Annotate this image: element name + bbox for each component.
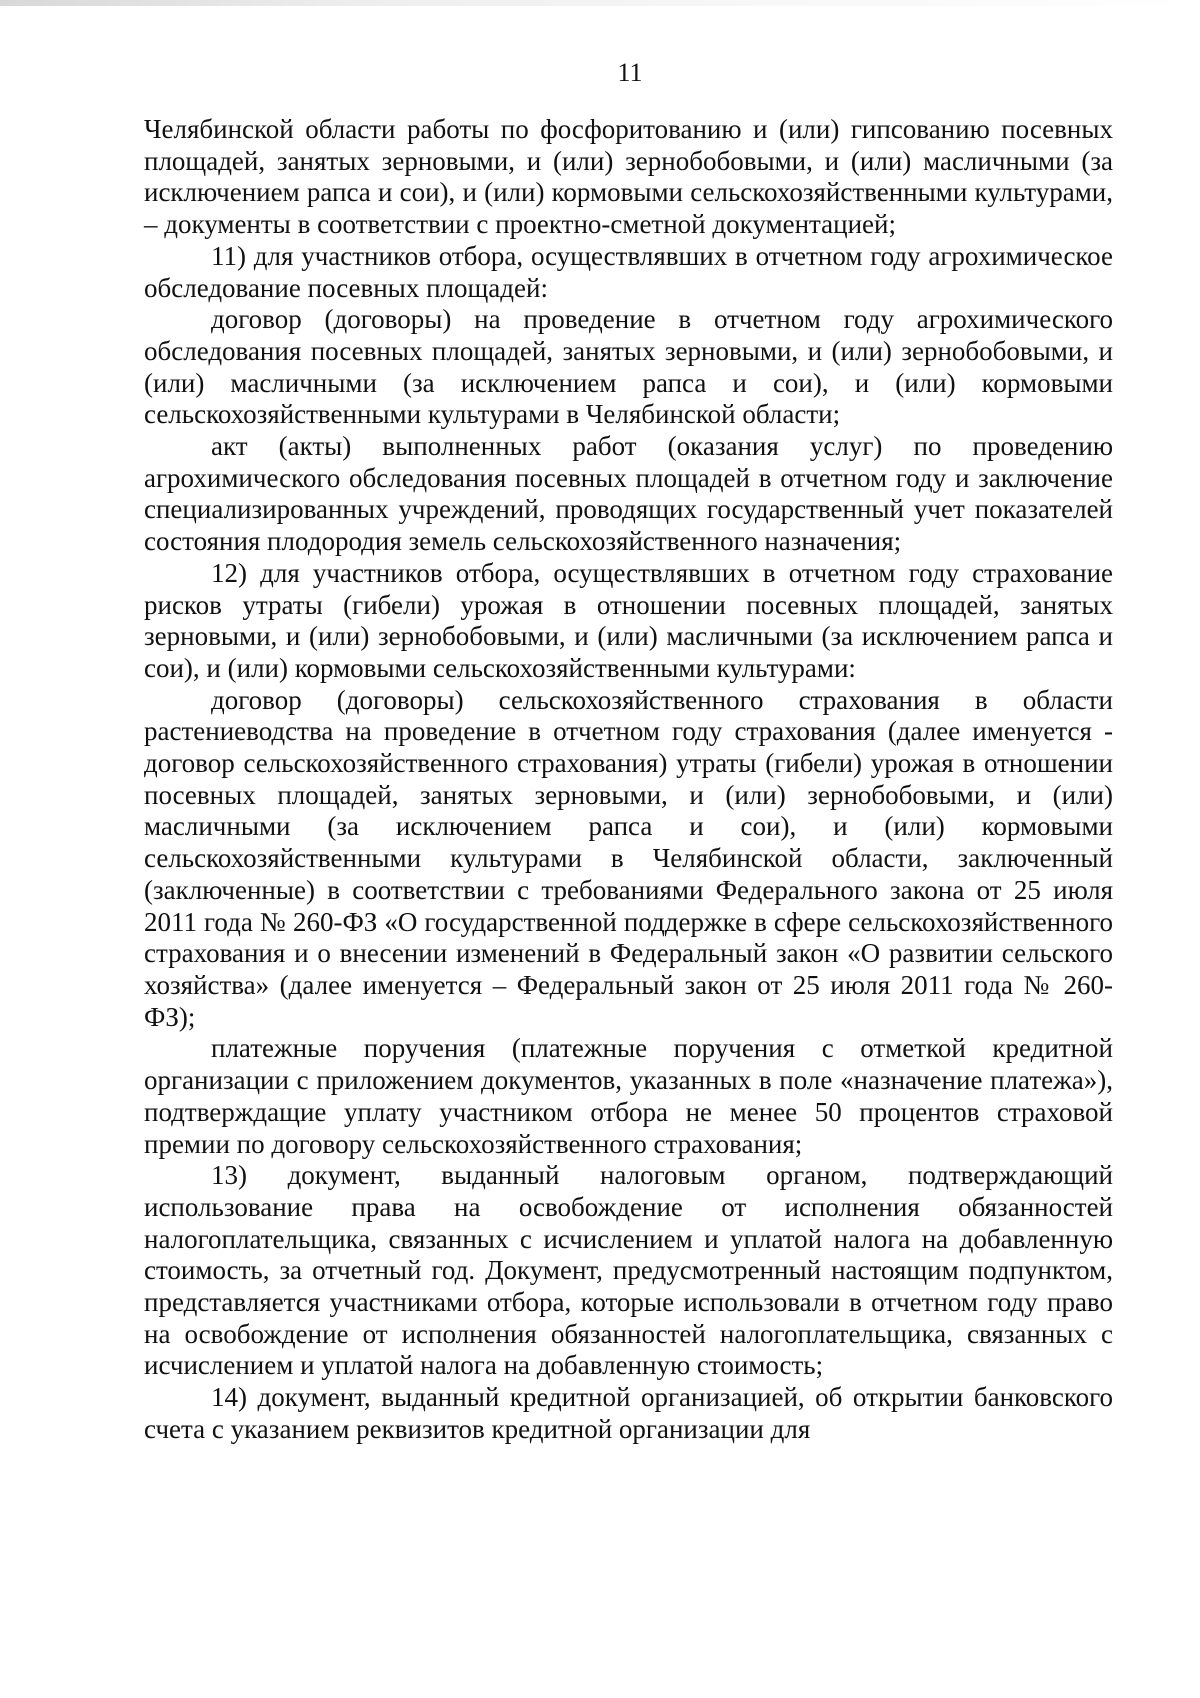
paragraph-continuation: Челябинской области работы по фосфоритованию и (или) гипсованию посевных площадей, занятых зерновыми, и (или) зернобобовыми, и (или) масличными (за исключением рапса и сои), и (или) кормовыми сельскохозяйственными культурами, – документы в соответствии с проектно-сметной документацией; — [144, 114, 1113, 240]
paragraph-item-12-contract: договор (договоры) сельскохозяйственного страхования в области растениеводства на проведение в отчетном году страхования (далее именуется - договор сельскохозяйственного страхования) утраты (гибели) урожая в отношении посевных площадей, занятых зерновыми, и (или) зернобобовыми, и (или) масличными (за исключением рапса и сои), и (или) кормовыми сельскохозяйственными культурами в Челябинской области, заключенный (заключенные) в соответствии с требованиями Федерального закона от 25 июля 2011 года № 260-ФЗ «О государственной поддержке в сфере сельскохозяйственного страхования и о внесении изменений в Федеральный закон «О развитии сельского хозяйства» (далее именуется – Федеральный закон от 25 июля 2011 года № 260-ФЗ); — [144, 684, 1113, 1032]
document-body — [144, 114, 1113, 1446]
paragraph-item-11-contract: договор (договоры) на проведение в отчетном году агрохимического обследования посевных площадей, занятых зерновыми, и (или) зернобобовыми, и (или) масличными (за исключением рапса и сои), и (или) кормовыми сельскохозяйственными культурами в Челябинской области; — [144, 304, 1113, 430]
paragraph-item-11: 11) для участников отбора, осуществлявших в отчетном году агрохимическое обследование посевных площадей: — [144, 240, 1113, 303]
scan-edge — [0, 0, 1200, 6]
paragraph-item-14: 14) документ, выданный кредитной организацией, об открытии банковского счета с указанием реквизитов кредитной организации для — [144, 1382, 1113, 1444]
paragraph-item-12: 12) для участников отбора, осуществлявших в отчетном году страхование рисков утраты (гибели) урожая в отношении посевных площадей, занятых зерновыми, и (или) зернобобовыми, и (или) масличными (за исключением рапса и сои), и (или) кормовыми сельскохозяйственными культурами: — [144, 557, 1113, 683]
paragraph-item-12-payment: платежные поручения (платежные поручения с отметкой кредитной организации с приложением документов, указанных в поле «назначение платежа»), подтверждащие уплату участником отбора не менее 50 процентов страховой премии по договору сельскохозяйственного страхования; — [144, 1033, 1113, 1159]
paragraph-item-13: 13) документ, выданный налоговым органом, подтверждающий использование права на освобождение от исполнения обязанностей налогоплательщика, связанных с исчислением и уплатой налога на добавленную стоимость, за отчетный год. Документ, предусмотренный настоящим подпунктом, представляется участниками отбора, которые использовали в отчетном году право на освобождение от исполнения обязанностей налогоплательщика, связанных с исчислением и уплатой налога на добавленную стоимость; — [144, 1160, 1113, 1381]
paragraph-item-11-act: акт (акты) выполненных работ (оказания услуг) по проведению агрохимического обследования посевных площадей в отчетном году и заключение специализированных учреждений, проводящих государственный учет показателей состояния плодородия земель сельскохозяйственного назначения; — [144, 431, 1113, 557]
page-number: 11 — [617, 58, 643, 87]
